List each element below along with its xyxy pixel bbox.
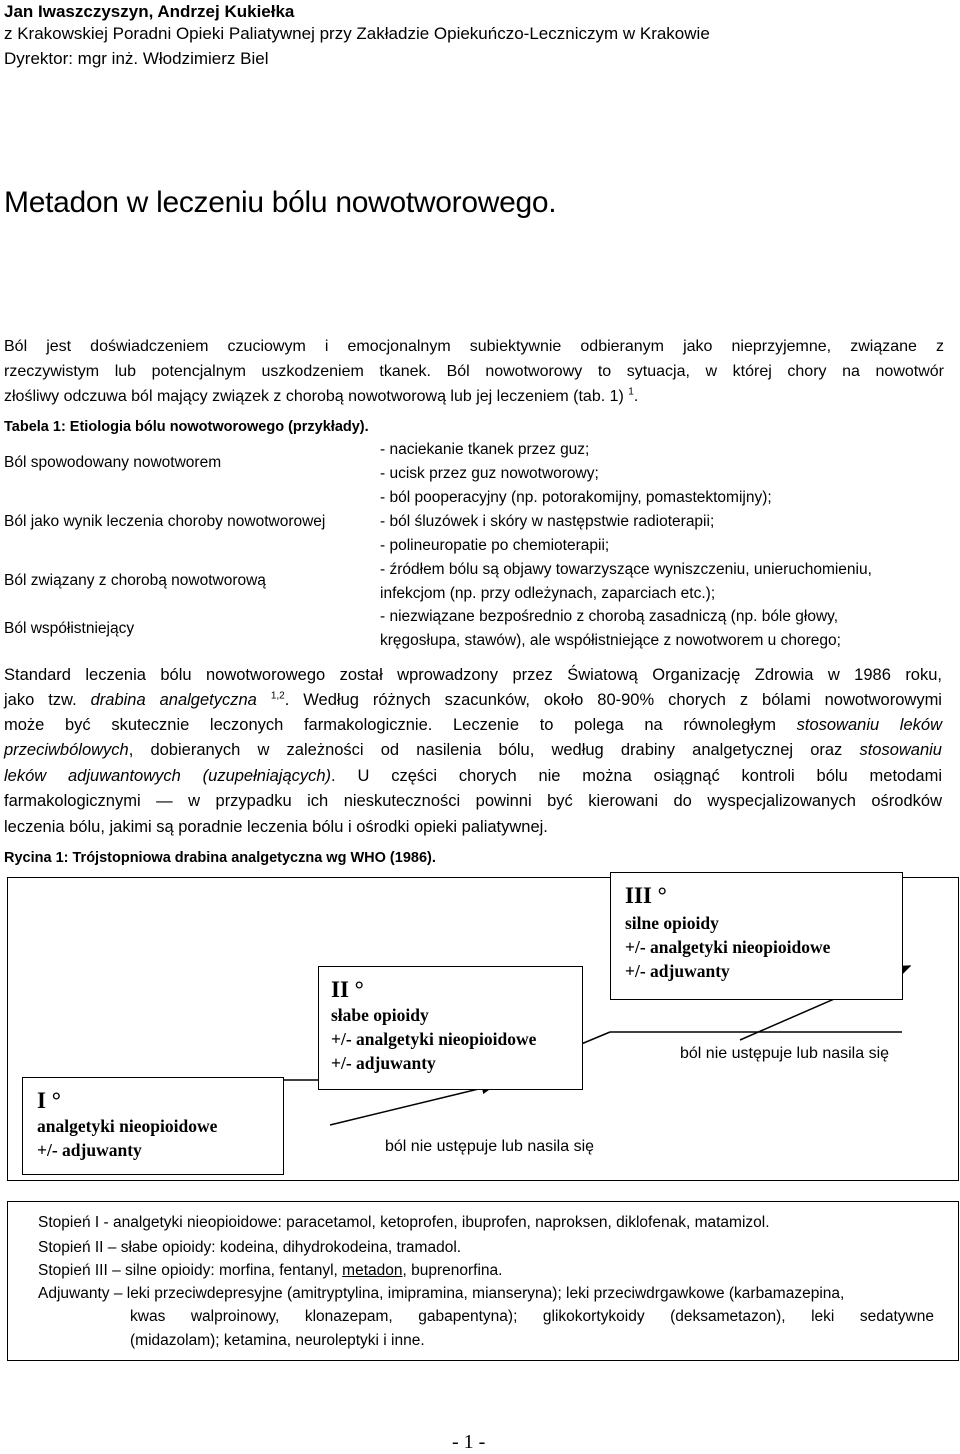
table-row-3-item-2: infekcjom (np. przy odleżynach, zaparciach etc.); [380,585,716,602]
standard-line-2: jako tzw. drabina analgetyczna $^{1,2}$. Według różnych szacunków, około 80-90% chorych z bólami nowotworowymi [4,690,942,709]
step-1-line-2: +/- adjuwanty [37,1140,142,1160]
step-1-numeral: I ° [37,1088,61,1113]
table-row-4-label: Ból współistniejący [4,620,135,637]
step-2-line-1: słabe opioidy [331,1005,429,1025]
standard-line-1: Standard leczenia bólu nowotworowego został wprowadzony przez Światową Organizację Zdrowia w 1986 roku, [4,666,942,684]
standard-line-6: farmakologicznymi — w przypadku ich nieskuteczności powinni być kierowani do wyspecjalizowanych ośrodków [4,792,942,810]
step-3-line-1: silne opioidy [625,913,719,933]
table-row-3-label: Ból związany z chorobą nowotworową [4,572,266,589]
table-row-2-item-1: - ból pooperacyjny (np. potorakomijny, pomastektomijny); [380,489,772,506]
step-2-line-3: +/- adjuwanty [331,1053,436,1073]
table-row-4-item-1: - niezwiązane bezpośrednio z chorobą zasadniczą (np. bóle głowy, [380,608,839,625]
intro-line-1: Ból jest doświadczeniem czuciowym i emocjonalnym subiektywnie odbieranym jako nieprzyjemne, związane z [4,338,944,355]
page-title: Metadon w leczeniu bólu nowotworowego. [4,186,557,219]
step-3-line-2: +/- analgetyki nieopioidowe [625,937,831,957]
table-row-3-item-1: - źródłem bólu są objawy towarzyszące wyniszczeniu, unieruchomieniu, [380,561,872,578]
figure-caption: Rycina 1: Trójstopniowa drabina analgetyczna wg WHO (1986). [4,850,436,866]
step-2-numeral: II ° [331,977,364,1002]
table-row-2-label: Ból jako wynik leczenia choroby nowotworowej [4,513,326,530]
ladder-step-3 [610,872,903,1000]
arrow-label-2: ból nie ustępuje lub nasila się [680,1045,890,1062]
table-row-1-item-1: - naciekanie tkanek przez guz; [380,441,590,458]
table-row-1-item-2: - ucisk przez guz nowotworowy; [380,465,599,482]
step-3-line-3: +/- adjuwanty [625,961,730,981]
standard-line-5: leków adjuwantowych (uzupełniających). U części chorych nie można osiągnąć kontroli bólu metodami [4,767,942,785]
intro-line-3: złośliwy odczuwa ból mający związek z chorobą nowotworową lub jej leczeniem (tab. 1) $^1$. [4,386,639,405]
legend-step-3: Stopień III – silne opioidy: morfina, fentanyl, metadon, buprenorfina. [38,1262,503,1279]
table-row-2-item-2: - ból śluzówek i skóry w następstwie radioterapii; [380,513,715,530]
step-3-numeral: III ° [625,883,667,908]
legend-adjuvants-2: kwas walproinowy, klonazepam, gabapentyna); glikokortykoidy (deksametazon), leki sedatywne [130,1308,934,1325]
ladder-legend [7,1201,959,1361]
step-2-line-2: +/- analgetyki nieopioidowe [331,1029,537,1049]
table-row-4-item-2: kręgosłupa, stawów), ale współistniejące z nowotworem u chorego; [380,632,841,649]
standard-line-7: leczenia bólu, jakimi są poradnie leczenia bólu i ośrodki opieki paliatywnej. [4,818,548,836]
standard-line-4: przeciwbólowych, dobieranych w zależności od nasilenia bólu, według drabiny analgetycznej oraz stosowaniu [4,741,942,759]
authors: Jan Iwaszczyszyn, Andrzej Kukiełka [4,2,295,21]
director: Dyrektor: mgr inż. Włodzimierz Biel [4,49,269,68]
table-caption: Tabela 1: Etiologia bólu nowotworowego (przykłady). [4,419,369,435]
affiliation: z Krakowskiej Poradni Opieki Paliatywnej przy Zakładzie Opiekuńczo-Leczniczym w Krakowie [4,24,710,43]
ladder-step-2 [318,966,583,1090]
arrow-step-2 [330,1085,495,1125]
ladder-step-1 [22,1077,284,1175]
legend-step-2: Stopień II – słabe opioidy: kodeina, dihydrokodeina, tramadol. [38,1239,462,1256]
table-row-1-label: Ból spowodowany nowotworem [4,454,222,471]
legend-adjuvants-1: Adjuwanty – leki przeciwdepresyjne (amitryptylina, imipramina, mianseryna); leki przeciwdrgawkowe (karbamazepina, [38,1285,845,1302]
arrow-label-1: ból nie ustępuje lub nasila się [385,1138,595,1155]
standard-line-3: może być skutecznie leczonych farmakologicznie. Leczenie to polega na równoległym stosowaniu leków [4,716,942,734]
table-row-2-item-3: - polineuropatie po chemioterapii; [380,537,610,554]
step-1-line-1: analgetyki nieopioidowe [37,1116,218,1136]
intro-line-2: rzeczywistym lub potencjalnym uszkodzeniem tkanek. Ból nowotworowy to sytuacja, w której chory na nowotwór [4,363,944,380]
legend-step-1: Stopień I - analgetyki nieopioidowe: paracetamol, ketoprofen, ibuprofen, naproksen, diklofenak, matamizol. [38,1214,770,1231]
legend-adjuvants-3: (midazolam); ketamina, neuroleptyki i inne. [130,1332,425,1349]
page-number: - 1 - [452,1431,486,1453]
